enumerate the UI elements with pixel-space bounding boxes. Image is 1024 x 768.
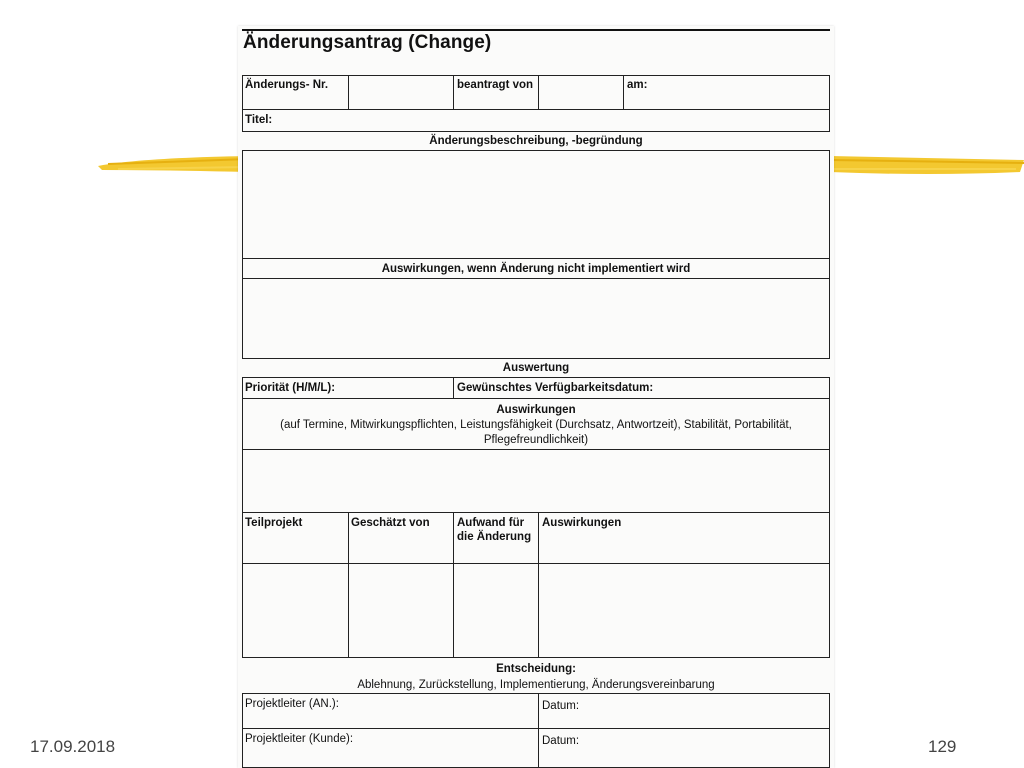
evaluation-heading: Auswertung <box>502 362 570 374</box>
column-estimated-by: Geschätzt von <box>351 517 430 529</box>
date-label-customer: Datum: <box>542 735 580 747</box>
yellow-brush-stroke-right <box>830 150 1024 178</box>
description-heading: Änderungsbeschreibung, -begründung <box>429 135 643 147</box>
footer-date: 17.09.2018 <box>30 737 116 756</box>
decision-heading: Entscheidung: <box>496 663 576 675</box>
change-number-label: Änderungs- Nr. <box>245 79 329 91</box>
page-number: 129 <box>928 737 957 756</box>
form-title: Änderungsantrag (Change) <box>243 32 492 53</box>
project-lead-customer-label: Projektleiter (Kunde): <box>245 733 354 745</box>
title-label: Titel: <box>245 114 273 126</box>
column-effort: Aufwand für die Änderung <box>457 517 532 543</box>
requested-by-label: beantragt von <box>457 79 534 91</box>
priority-label: Priorität (H/M/L): <box>245 382 336 394</box>
yellow-brush-stroke-left <box>98 150 248 178</box>
impacts-detail: (auf Termine, Mitwirkungspflichten, Leistungsfähigkeit (Durchsatz, Antwortzeit), Stabilität, Portabilität, Pflegefreundlichkeit) <box>280 419 792 446</box>
decision-options: Ablehnung, Zurückstellung, Implementierung, Änderungsvereinbarung <box>357 679 715 691</box>
description-box <box>242 150 830 359</box>
impact-if-not-implemented-heading: Auswirkungen, wenn Änderung nicht implementiert wird <box>381 263 691 275</box>
project-lead-contractor-label: Projektleiter (AN.): <box>245 698 339 710</box>
header-table <box>242 75 830 132</box>
column-subproject: Teilprojekt <box>245 517 303 529</box>
impacts-heading: Auswirkungen <box>496 404 576 416</box>
availability-date-label: Gewünschtes Verfügbarkeitsdatum: <box>457 382 654 394</box>
date-label-contractor: Datum: <box>542 700 580 712</box>
requested-on-label: am: <box>627 79 648 91</box>
change-request-form <box>238 26 834 768</box>
top-rule <box>242 29 830 31</box>
column-impacts: Auswirkungen <box>542 517 622 529</box>
